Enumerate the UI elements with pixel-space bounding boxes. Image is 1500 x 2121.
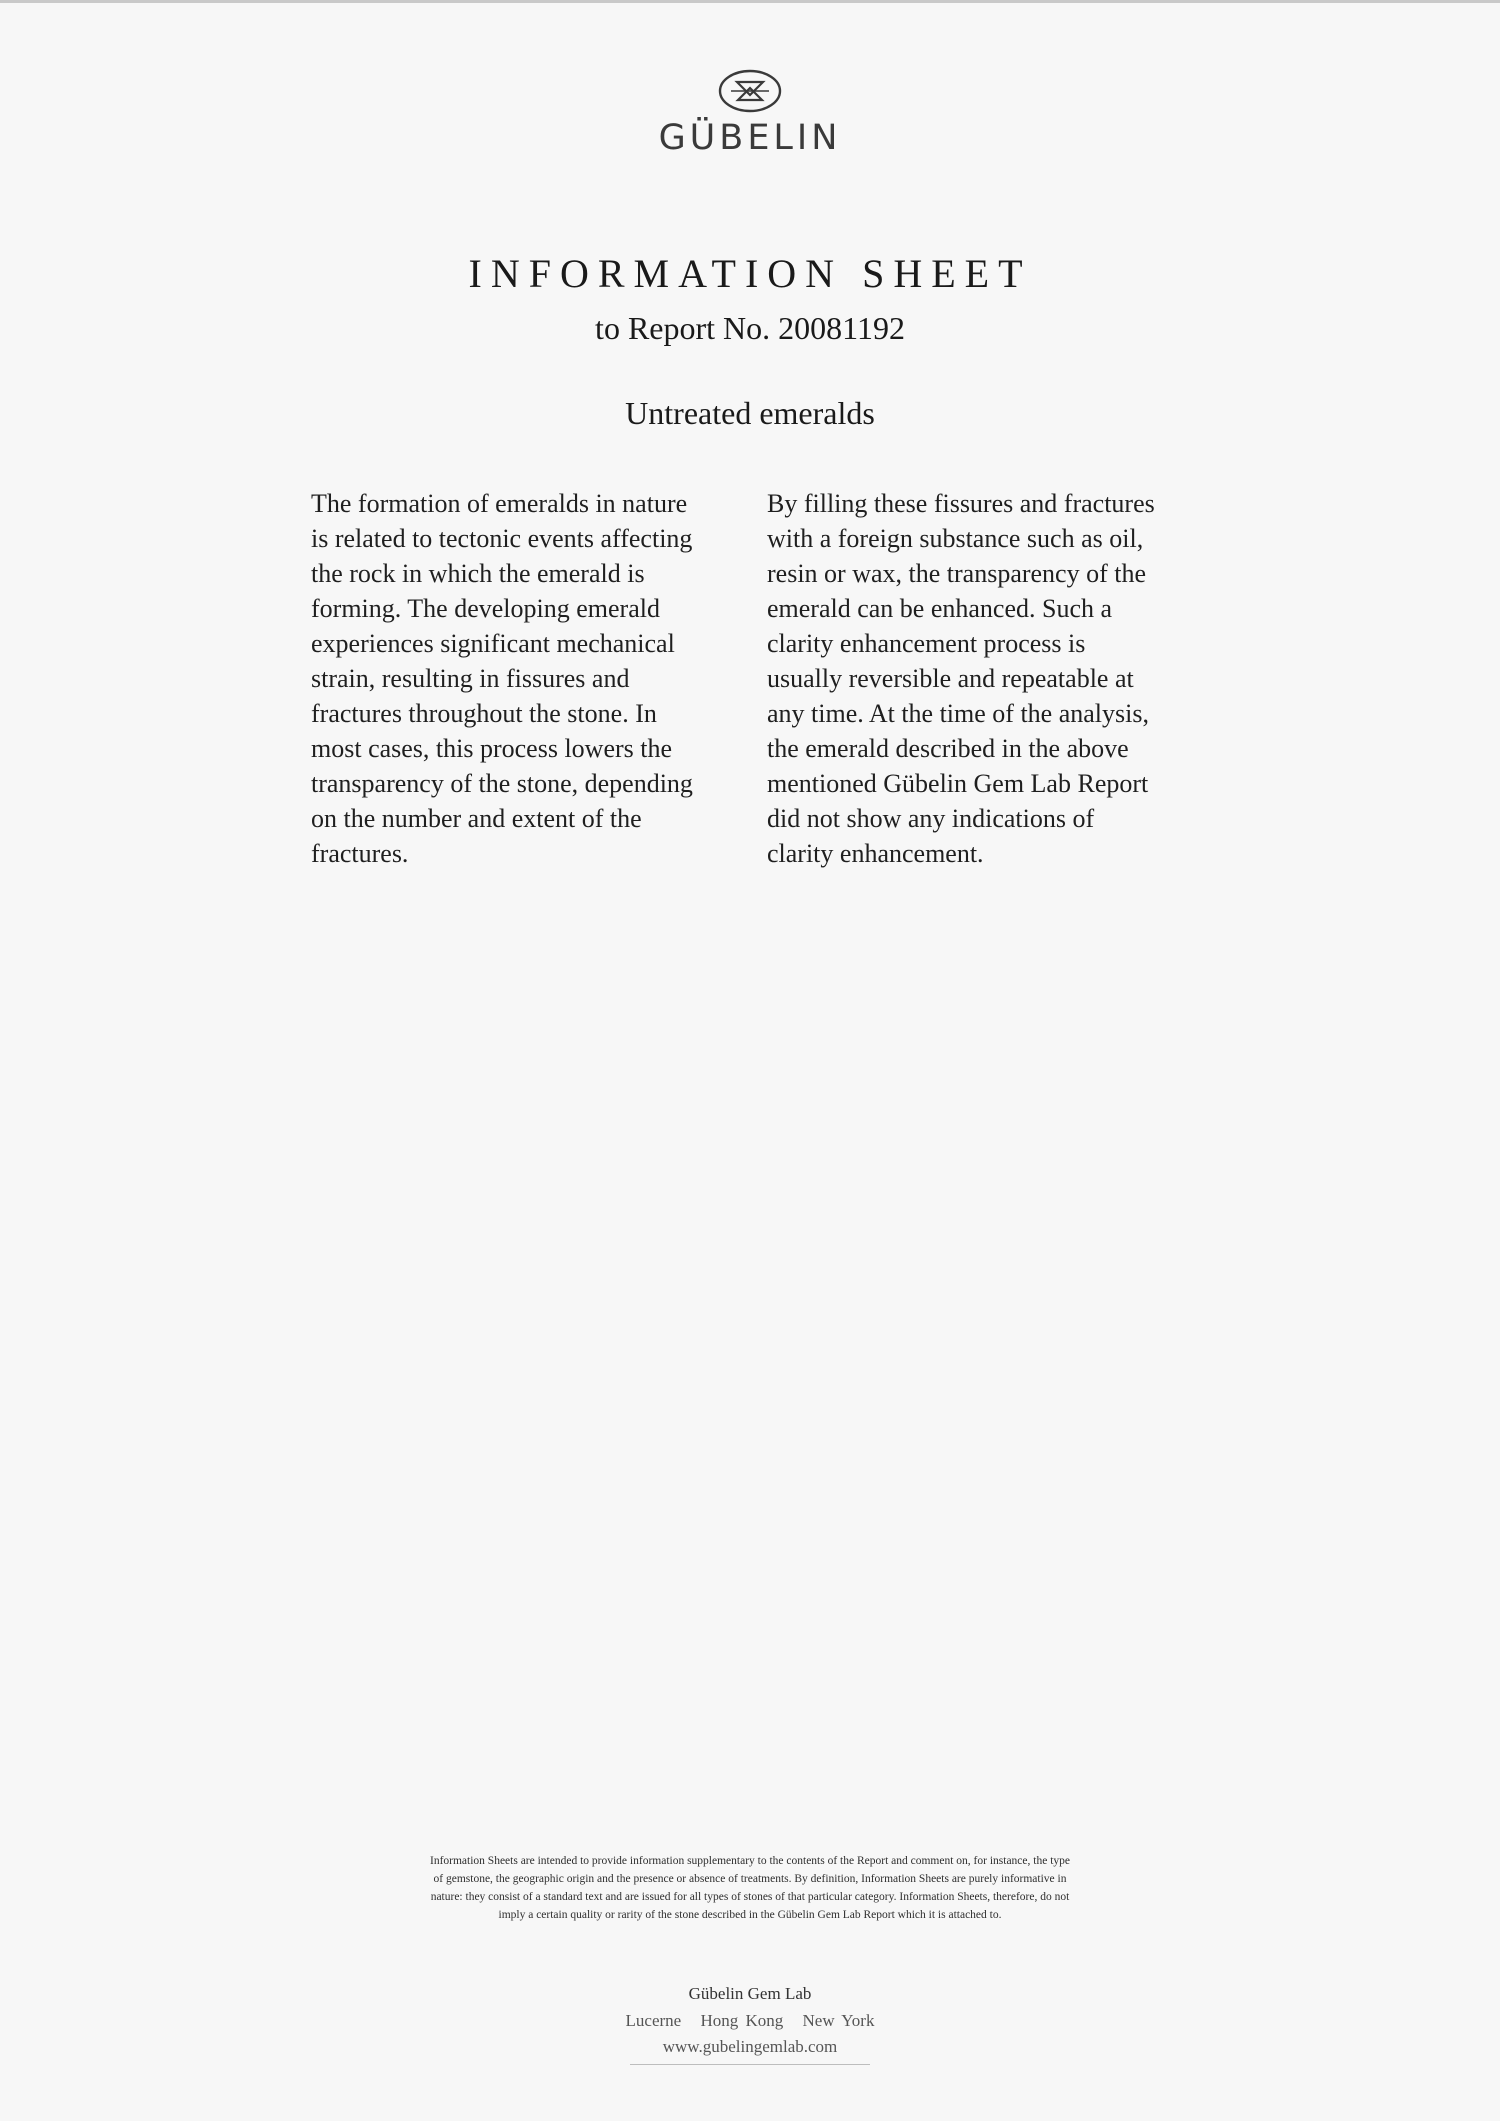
body-line: strain, resulting in fissures and bbox=[311, 664, 630, 693]
body-line: forming. The developing emerald bbox=[311, 594, 660, 623]
body-line: By filling these fissures and fractures bbox=[767, 489, 1155, 518]
body-line: most cases, this process lowers the bbox=[311, 734, 673, 763]
body-line: on the number and extent of the bbox=[311, 804, 642, 833]
body-line: resin or wax, the transparency of the bbox=[767, 559, 1147, 588]
body-line: clarity enhancement process is bbox=[767, 629, 1086, 658]
disclaimer-line: nature: they consist of a standard text and are issued for all types of stones of that particular category. Information Sheets, therefore, do not bbox=[430, 1891, 1070, 1903]
lab-website-link[interactable]: www.gubelingemlab.com bbox=[662, 2037, 838, 2056]
body-line: The formation of emeralds in nature bbox=[311, 489, 688, 518]
body-line: usually reversible and repeatable at bbox=[767, 664, 1134, 693]
body-line: experiences significant mechanical bbox=[311, 629, 675, 658]
lab-city: Lucerne bbox=[625, 2011, 682, 2030]
body-line: fractures throughout the stone. In bbox=[311, 699, 657, 728]
lab-city: Hong Kong bbox=[700, 2011, 784, 2030]
body-line: emerald can be enhanced. Such a bbox=[767, 594, 1113, 623]
disclaimer bbox=[296, 1852, 1204, 1924]
body-line: fractures. bbox=[311, 839, 409, 868]
lab-footer bbox=[0, 1980, 1500, 2065]
body-line: mentioned Gübelin Gem Lab Report bbox=[767, 769, 1149, 798]
footer-divider bbox=[630, 2064, 870, 2065]
body-line: with a foreign substance such as oil, bbox=[767, 524, 1144, 553]
body-line: did not show any indications of bbox=[767, 804, 1095, 833]
gubelin-emblem-icon bbox=[717, 68, 783, 114]
document-subject: Untreated emeralds bbox=[625, 395, 875, 431]
body-line: the emerald described in the above bbox=[767, 734, 1129, 763]
top-edge-rule bbox=[0, 0, 1500, 3]
disclaimer-line: imply a certain quality or rarity of the stone described in the Gübelin Gem Lab Report which it is attached to. bbox=[498, 1909, 1002, 1921]
body-line: clarity enhancement. bbox=[767, 839, 984, 868]
disclaimer-line: Information Sheets are intended to provide information supplementary to the contents of the Report and comment on, for instance, the type bbox=[430, 1855, 1070, 1867]
lab-city: New York bbox=[802, 2011, 875, 2030]
body-line: the rock in which the emerald is bbox=[311, 559, 645, 588]
report-number: to Report No. 20081192 bbox=[595, 310, 905, 346]
body-right-column bbox=[767, 486, 1207, 871]
lab-locations bbox=[0, 2008, 1500, 2034]
body-left-column bbox=[311, 486, 741, 871]
body-line: is related to tectonic events affecting bbox=[311, 524, 693, 553]
lab-name: Gübelin Gem Lab bbox=[688, 1984, 812, 2003]
brand-logo bbox=[0, 68, 1500, 158]
disclaimer-line: of gemstone, the geographic origin and the presence or absence of treatments. By definition, Information Sheets are purely informative in bbox=[433, 1873, 1067, 1885]
brand-wordmark: GÜBELIN bbox=[658, 118, 842, 158]
body-line: transparency of the stone, depending bbox=[311, 769, 693, 798]
body-line: any time. At the time of the analysis, bbox=[767, 699, 1149, 728]
document-title: INFORMATION SHEET bbox=[468, 251, 1032, 296]
